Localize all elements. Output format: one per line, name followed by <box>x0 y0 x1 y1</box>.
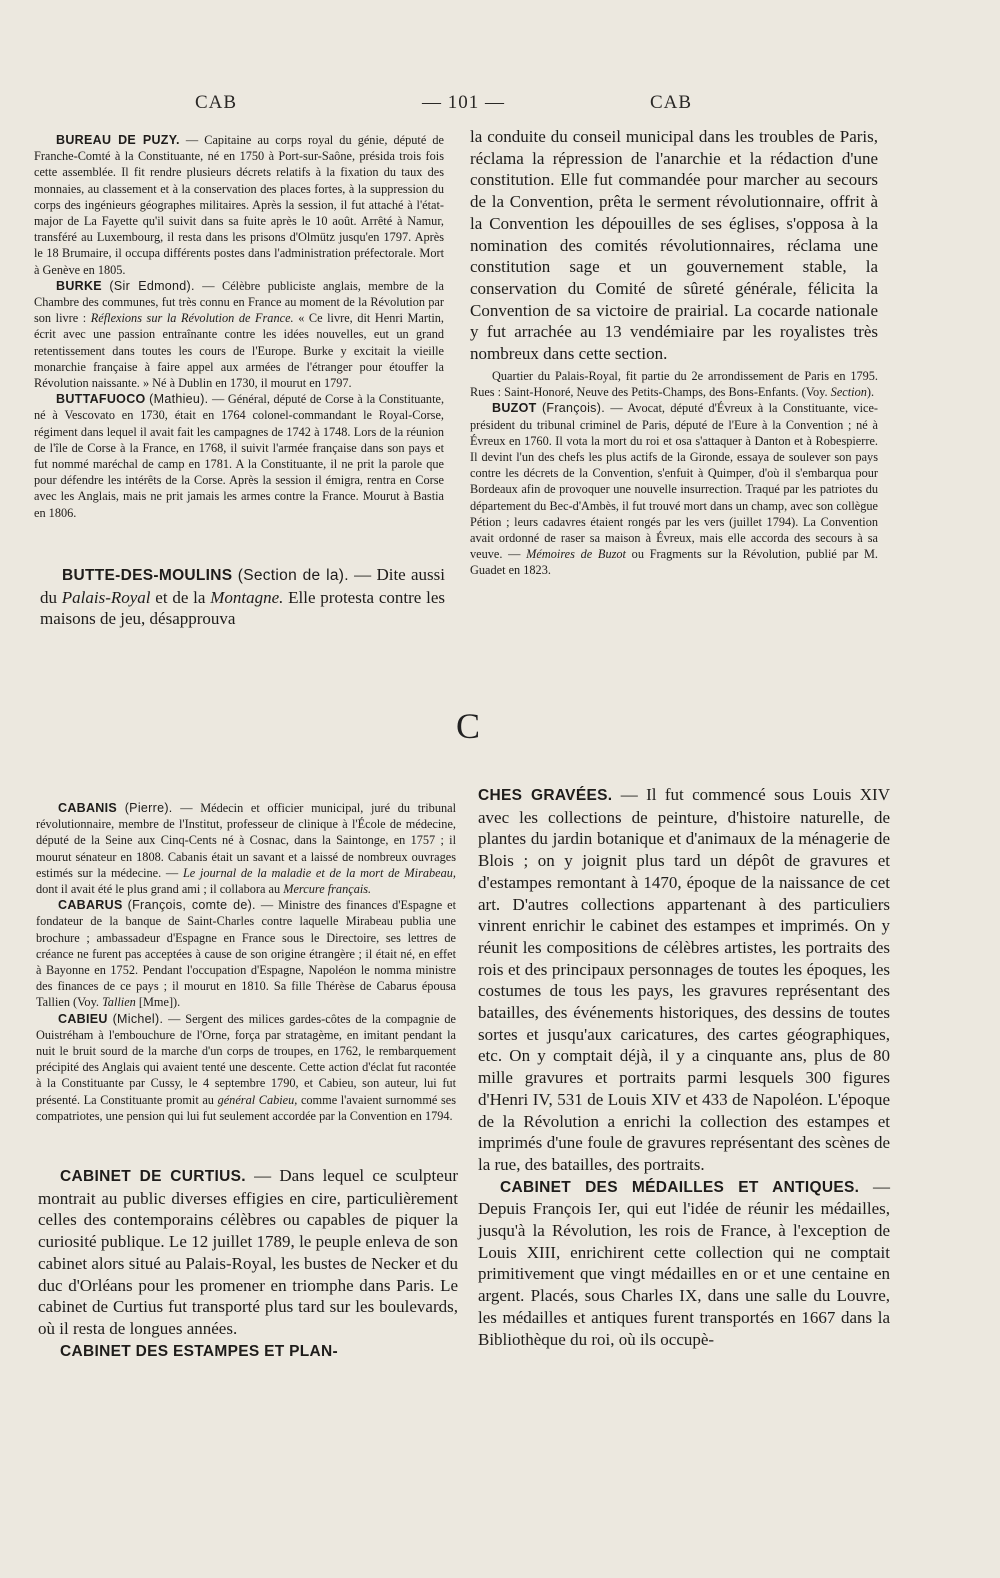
entry-text: — Sergent des milices gardes-côtes de la compagnie de Ouistréham à l'embouchure de l'Orne, força par stratagème, en imitant pendant la nuit le bruit sourd de la marche d'un corps de troupes, en 1762, le rembarquement précipité des Anglais qui avaient tenté une descente. Cette action d'éclat fut racontée à la Constituante par Cussy, le 4 septembre 1790, et Cabieu, son auteur, lui fut présenté. La Constituante promit au <box>36 1011 457 1107</box>
entry-text: ou Fragments sur la Révolution, publié par M. Guadet en 1823. <box>470 547 878 578</box>
entry-text: — Il fut commencé sous Louis XIV avec les collections de peinture, d'histoire naturelle, de plantes du jardin botanique et d'animaux de la ménagerie de Blois ; on y joignit plus tard un dépôt de gravures et d'estampes remontant à 1470, époque de la naissance de cet art. D'autres collections appartenant à des particuliers vinrent enrichir le cabinet des estampes et imprimés. On y réunit les compositions de célèbres artistes, les portraits des rois et des principaux personnages de toutes les époques, les costumes de tous les pays, les gravures représentant des batailles, des événements historiques, des dessins de toutes sortes et jusqu'aux caricatures, des cartes géographiques, etc. On y comptait déjà, il y a cinquante ans, plus de 80 mille gravures et portraits parmi lesquels 300 figures d'Henri IV, 531 de Louis XIV et 433 de Napoléon. L'époque de la Révolution a enrichi la collection des estampes et imprimés d'une foule de gravures représentant des scènes de la rue, des batailles, des portraits. <box>478 785 890 1174</box>
top-right-small <box>470 368 878 579</box>
entry-buttafuoco <box>34 391 444 521</box>
section-letter: C <box>456 706 481 746</box>
entry-cabanis <box>36 800 456 897</box>
entry-text: — Depuis François Ier, qui eut l'idée de réunir les médailles, jusqu'à la Révolution, les rois de France, à l'exception de Louis XIII, enrichirent cette collection qui ne comptait primitivement que vingt médailles en or et une centaine en argent. Placés, sous Charles IX, dans une salle du Louvre, les médailles et antiques furent transportés en 1667 dans la Bibliothèque du roi, où ils occupè- <box>478 1176 890 1349</box>
entry-text: — Capitaine au corps royal du génie, député de Franche-Comté à la Constituante, né en 1750 à Port-sur-Saône, présida trois fois cette assemblée. Il fit rendre plusieurs décrets relatifs à la fixation du taux des monnaies, au classement et à la conservation des places fortes, à la suppression du corps des ingénieurs géographes militaires. Après la session, il fut attaché à l'état-major de La Fayette qu'il suivit dans sa fuite après le 10 août. Arrêté à Namur, transféré au Luxembourg, il resta dans les prisons d'Olmütz jusqu'en 1797. Après le 18 Brumaire, il occupa différents postes dans l'administration préfectorale. Mort à Genève en 1805. <box>34 133 444 277</box>
journal-title: Mercure français. <box>283 882 372 897</box>
entry-butte-des-moulins <box>40 564 445 630</box>
entry-cabinet-des-medailles <box>478 1176 890 1351</box>
place-name: Montagne. <box>210 587 284 607</box>
entry-subtitle: (Pierre). <box>124 801 173 815</box>
place-name: Palais-Royal <box>61 587 151 607</box>
entry-subtitle: (Michel). <box>112 1011 164 1026</box>
entry-cabinet-de-curtius <box>38 1165 458 1340</box>
entry-cabarus <box>36 897 456 1010</box>
entry-text: « Ce livre, dit Henri Martin, écrit avec une passion entraînante contre les idées nouvelles, eut un grand retentissement dans toutes les cours de l'Europe. Burke y excitait la vieille monarchie française à faire appel aux armées de l'étranger pour étouffer la Révolution naissante. » Né à Dublin en 1730, il mourut en 1797. <box>34 311 444 391</box>
page-number: — 101 — <box>422 92 505 113</box>
nickname: général Cabieu, <box>217 1092 298 1107</box>
entry-subtitle: (Sir Edmond). <box>109 278 195 293</box>
entry-title: CABIEU <box>58 1011 108 1026</box>
entry-cabinet-des-estampes-cont <box>478 784 890 1176</box>
bottom-left-column <box>36 800 456 1124</box>
entry-text: — Ministre des finances d'Espagne et fondateur de la banque de Saint-Charles contre laquelle Mirabeau publia une brochure ; ambassadeur d'Espagne en France sous le Directoire, ses lettres de créance ne furent pas acceptées à cause de son origine étrangère ; il était né, en effet à Bayonne en 1752. Pendant l'occupation d'Espagne, Napoléon le nomma ministre des finances de ce pays ; il mourut en 1810. Sa fille Thérèse de Cabarus épousa Tallien (Voy. <box>36 898 457 1010</box>
entry-title: CHES GRAVÉES. <box>478 787 613 804</box>
cross-reference: Tallien <box>102 995 136 1010</box>
entry-title: CABANIS <box>58 801 118 815</box>
entry-title: BUTTE-DES-MOULINS <box>62 567 233 584</box>
entry-title: CABINET DES ESTAMPES ET PLAN- <box>60 1342 338 1360</box>
bottom-right-column <box>478 784 890 1350</box>
entry-text: — Dans lequel ce sculpteur montrait au public diverses effigies en cire, particulièrement celles des contemporains célèbres ou capables de piquer la curiosité publique. Le 12 juillet 1789, le peuple enleva de son cabinet alors situé au Palais-Royal, les bustes de Necker et du duc d'Orléans pour les promener en triomphe dans Paris. Le cabinet de Curtius fut transporté plus tard sur les boulevards, où il resta de longues années. <box>38 1166 458 1338</box>
bottom-left-large <box>38 1165 458 1362</box>
running-header-right: CAB <box>650 92 693 113</box>
entry-text: et de la <box>155 587 206 607</box>
running-header-left: CAB <box>195 92 238 113</box>
top-left-column <box>34 132 444 521</box>
entry-text: — Médecin et officier municipal, juré du tribunal révolutionnaire, membre de l'Institut, professeur de clinique à l'École de médecine, député de la Seine aux Cinq-Cents né à Cosnac, dans la Saintonge, en 1757 ; il mourut sénateur en 1808. Cabanis était un savant et a laissé de nombreux ouvrages estimés sur la médecine. — <box>36 801 456 880</box>
entry-title: BUREAU DE PUZY. <box>56 133 180 147</box>
entry-title: BUZOT <box>492 401 537 416</box>
entry-text: [Mme]). <box>138 995 181 1010</box>
book-title: Le journal de la maladie et de la mort de Mirabeau, <box>182 865 456 880</box>
book-title: Réflexions sur la Révolution de France. <box>90 311 294 326</box>
entry-title: BURKE <box>56 278 102 293</box>
entry-subtitle: (Mathieu). <box>149 392 209 407</box>
entry-text: — Général, député de Corse à la Constituante, né à Vescovato en 1730, était en 1764 colonel-commandant le Royal-Corse, régiment dans lequel il avait fait les campagnes de 1742 à 1748. Lors de la réunion de l'île de Corse à la France, en 1768, il suivit l'armée française dans son pays et fut nommé maréchal de camp en 1781. A la Constituante, il ne prit la parole que pour défendre les intérêts de la Corse. Après la session il émigra, rentra en Corse avec les Anglais, mais ne prit jamais les armes contre la France. Mourut à Bastia en 1806. <box>34 392 445 520</box>
entry-subtitle: (François). <box>541 401 605 416</box>
quartier-note: Quartier du Palais-Royal, fit partie du 2e arrondissement de Paris en 1795. Rues : Saint-Honoré, Neuve des Petits-Champs, des Bons-Enfants. (Voy. Section). <box>470 369 878 400</box>
entry-cabinet-des-estampes-start <box>38 1340 458 1363</box>
entry-title: CABINET DE CURTIUS. <box>60 1168 246 1185</box>
top-right-column <box>470 126 878 365</box>
entry-subtitle: (François, comte de). <box>127 898 256 913</box>
entry-buzot <box>470 400 878 578</box>
cross-reference: Section <box>830 385 867 400</box>
entry-text: comme l'avaient surnommé ses compatriotes, une pension qui lui fut seulement accordée par la Convention en 1794. <box>36 1092 457 1123</box>
entry-title: CABINET DES MÉDAILLES ET ANTIQUES. <box>500 1178 860 1196</box>
entry-text: — Dite aussi du <box>40 565 446 607</box>
book-title: Mémoires de Buzot <box>526 547 626 562</box>
entry-title: BUTTAFUOCO <box>56 392 146 407</box>
entry-cabieu <box>36 1011 456 1124</box>
entry-text: Elle protesta contre les maisons de jeu, désapprouva <box>40 587 445 629</box>
entry-subtitle: (Section de la). <box>237 567 349 584</box>
butte-continuation: la conduite du conseil municipal dans les troubles de Paris, réclama la répression de l'anarchie et la rédaction d'une constitution. Elle fut commandée pour marcher au secours de la Convention, prêta le serment révolutionnaire, offrit à la Convention les dépouilles de ses églises, s'opposa à la nomination des comités révolutionnaires, réclama une constitution sage et un gouvernement stable, la conservation du Comité de sûreté générale, félicita la Convention de sa victoire de prairial. La cocarde nationale y fut arrachée au 13 vendémiaire par les royalistes très nombreux dans cette section. <box>470 127 878 364</box>
entry-text: — Célèbre publiciste anglais, membre de la Chambre des communes, fut très connu en France au moment de la Révolution par son livre : <box>34 278 444 326</box>
entry-text: — Avocat, député d'Évreux à la Constituante, vice-président du tribunal criminel de Paris, député de l'Eure à la Convention ; né à Évreux en 1760. Il vota la mort du roi et osa s'attaquer à Danton et à Robespierre. Il devint l'un des chefs les plus actifs de la Gironde, essaya de soulever son pays contre les décrets de la Convention, s'enfuit à Quimper, d'où il s'embarqua pour Bordeaux afin de provoquer une nouvelle insurrection. Traqué par les patriotes du département du Bec-d'Ambès, il fut trouvé mort dans un champ, avec son collègue Pétion ; leurs cadavres étaient rongés par les vers (juillet 1794). La Convention avait ordonné de raser sa maison à Évreux, mais elle accorda des secours à sa veuve. — <box>470 401 879 562</box>
entry-burke <box>34 278 444 391</box>
entry-text: dont il avait été le plus grand ami ; il collabora au <box>36 882 281 897</box>
entry-bureau-de-puzy <box>34 132 444 278</box>
entry-title: CABARUS <box>58 898 123 913</box>
